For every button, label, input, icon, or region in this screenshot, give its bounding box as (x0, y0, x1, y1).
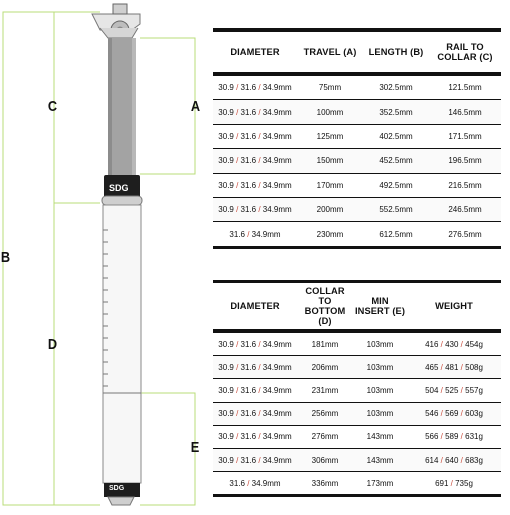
table-row (213, 124, 501, 148)
table-row (213, 173, 501, 197)
table-cell: 276.5mm (429, 222, 501, 247)
dimension-label-c: C (47, 98, 58, 115)
table-cell: 171.5mm (429, 124, 501, 148)
table-row (213, 100, 501, 124)
table-cell: 181mm (297, 331, 353, 356)
table-cell: 143mm (353, 448, 407, 471)
table-cell: 30.9 / 31.6 / 34.9mm (213, 197, 297, 221)
header-rail-to-collar: RAIL TO COLLAR (C) (429, 30, 501, 74)
table-cell: 30.9 / 31.6 / 34.9mm (213, 173, 297, 197)
table-cell: 103mm (353, 402, 407, 425)
table-cell: 30.9 / 31.6 / 34.9mm (213, 402, 297, 425)
table-cell: 691 / 735g (407, 472, 501, 496)
table-cell: 146.5mm (429, 100, 501, 124)
table-cell: 452.5mm (363, 149, 429, 173)
table-cell: 614 / 640 / 683g (407, 448, 501, 471)
lower-post (103, 205, 141, 483)
table-cell: 30.9 / 31.6 / 34.9mm (213, 124, 297, 148)
table-cell: 416 / 430 / 454g (407, 331, 501, 356)
table-cell: 143mm (353, 425, 407, 448)
table-header-row (213, 30, 501, 74)
table-row (213, 331, 501, 356)
dimension-label-e: E (190, 439, 200, 456)
table-cell: 30.9 / 31.6 / 34.9mm (213, 331, 297, 356)
table-cell: 31.6 / 34.9mm (213, 472, 297, 496)
table-header-row (213, 282, 501, 332)
table-cell: 31.6 / 34.9mm (213, 222, 297, 247)
guide-a (140, 38, 195, 174)
table-cell: 276mm (297, 425, 353, 448)
table-row (213, 425, 501, 448)
table-row (213, 149, 501, 173)
table-row (213, 74, 501, 100)
table-cell: 402.5mm (363, 124, 429, 148)
guide-b (0, 12, 100, 505)
dimension-guides (0, 12, 195, 505)
table-cell: 150mm (297, 149, 363, 173)
table-body (213, 74, 501, 247)
table-cell: 103mm (353, 331, 407, 356)
table-cell: 30.9 / 31.6 / 34.9mm (213, 149, 297, 173)
header-length: LENGTH (B) (363, 30, 429, 74)
table-cell: 30.9 / 31.6 / 34.9mm (213, 379, 297, 402)
table-cell: 30.9 / 31.6 / 34.9mm (213, 356, 297, 379)
header-collar-to-bottom: COLLAR TO BOTTOM (D) (297, 282, 353, 332)
guide-e (140, 393, 195, 505)
table-cell: 612.5mm (363, 222, 429, 247)
seatpost-drawing (0, 0, 210, 510)
seatpost-diagram (0, 0, 210, 510)
table-row (213, 222, 501, 247)
brand-logo-collar: SDG (109, 183, 129, 193)
header-min-insert: MIN INSERT (E) (353, 282, 407, 332)
header-diameter: DIAMETER (213, 30, 297, 74)
table-cell: 30.9 / 31.6 / 34.9mm (213, 448, 297, 471)
brand-logo-bottom: SDG (109, 485, 125, 492)
table-cell: 465 / 481 / 508g (407, 356, 501, 379)
upper-stanchion (108, 38, 136, 175)
table-cell: 231mm (297, 379, 353, 402)
table-cell: 173mm (353, 472, 407, 496)
insert-weight-table (213, 280, 501, 497)
table-cell: 125mm (297, 124, 363, 148)
table-cell: 302.5mm (363, 74, 429, 100)
table-cell: 230mm (297, 222, 363, 247)
dimension-label-a: A (190, 98, 201, 115)
table-cell: 75mm (297, 74, 363, 100)
table-cell: 256mm (297, 402, 353, 425)
table-cell: 246.5mm (429, 197, 501, 221)
table-cell: 103mm (353, 379, 407, 402)
table-cell: 103mm (353, 356, 407, 379)
travel-length-table (213, 28, 501, 249)
table-body (213, 331, 501, 496)
table-cell: 352.5mm (363, 100, 429, 124)
table-row (213, 402, 501, 425)
table-row (213, 472, 501, 496)
table-cell: 30.9 / 31.6 / 34.9mm (213, 425, 297, 448)
dimension-label-d: D (47, 336, 58, 353)
clamp-head (92, 4, 140, 39)
table-cell: 121.5mm (429, 74, 501, 100)
table-cell: 200mm (297, 197, 363, 221)
header-diameter: DIAMETER (213, 282, 297, 332)
table-cell: 492.5mm (363, 173, 429, 197)
table-row (213, 379, 501, 402)
table-cell: 546 / 569 / 603g (407, 402, 501, 425)
dimension-label-b: B (0, 249, 11, 266)
table-cell: 504 / 525 / 557g (407, 379, 501, 402)
table-cell: 552.5mm (363, 197, 429, 221)
table-cell: 206mm (297, 356, 353, 379)
table-cell: 566 / 589 / 631g (407, 425, 501, 448)
table-cell: 30.9 / 31.6 / 34.9mm (213, 100, 297, 124)
header-travel: TRAVEL (A) (297, 30, 363, 74)
table-cell: 306mm (297, 448, 353, 471)
table-cell: 336mm (297, 472, 353, 496)
table-row (213, 356, 501, 379)
table-cell: 30.9 / 31.6 / 34.9mm (213, 74, 297, 100)
table-row (213, 197, 501, 221)
table-cell: 100mm (297, 100, 363, 124)
header-weight: WEIGHT (407, 282, 501, 332)
table-cell: 216.5mm (429, 173, 501, 197)
table-row (213, 448, 501, 471)
table-cell: 196.5mm (429, 149, 501, 173)
table-cell: 170mm (297, 173, 363, 197)
